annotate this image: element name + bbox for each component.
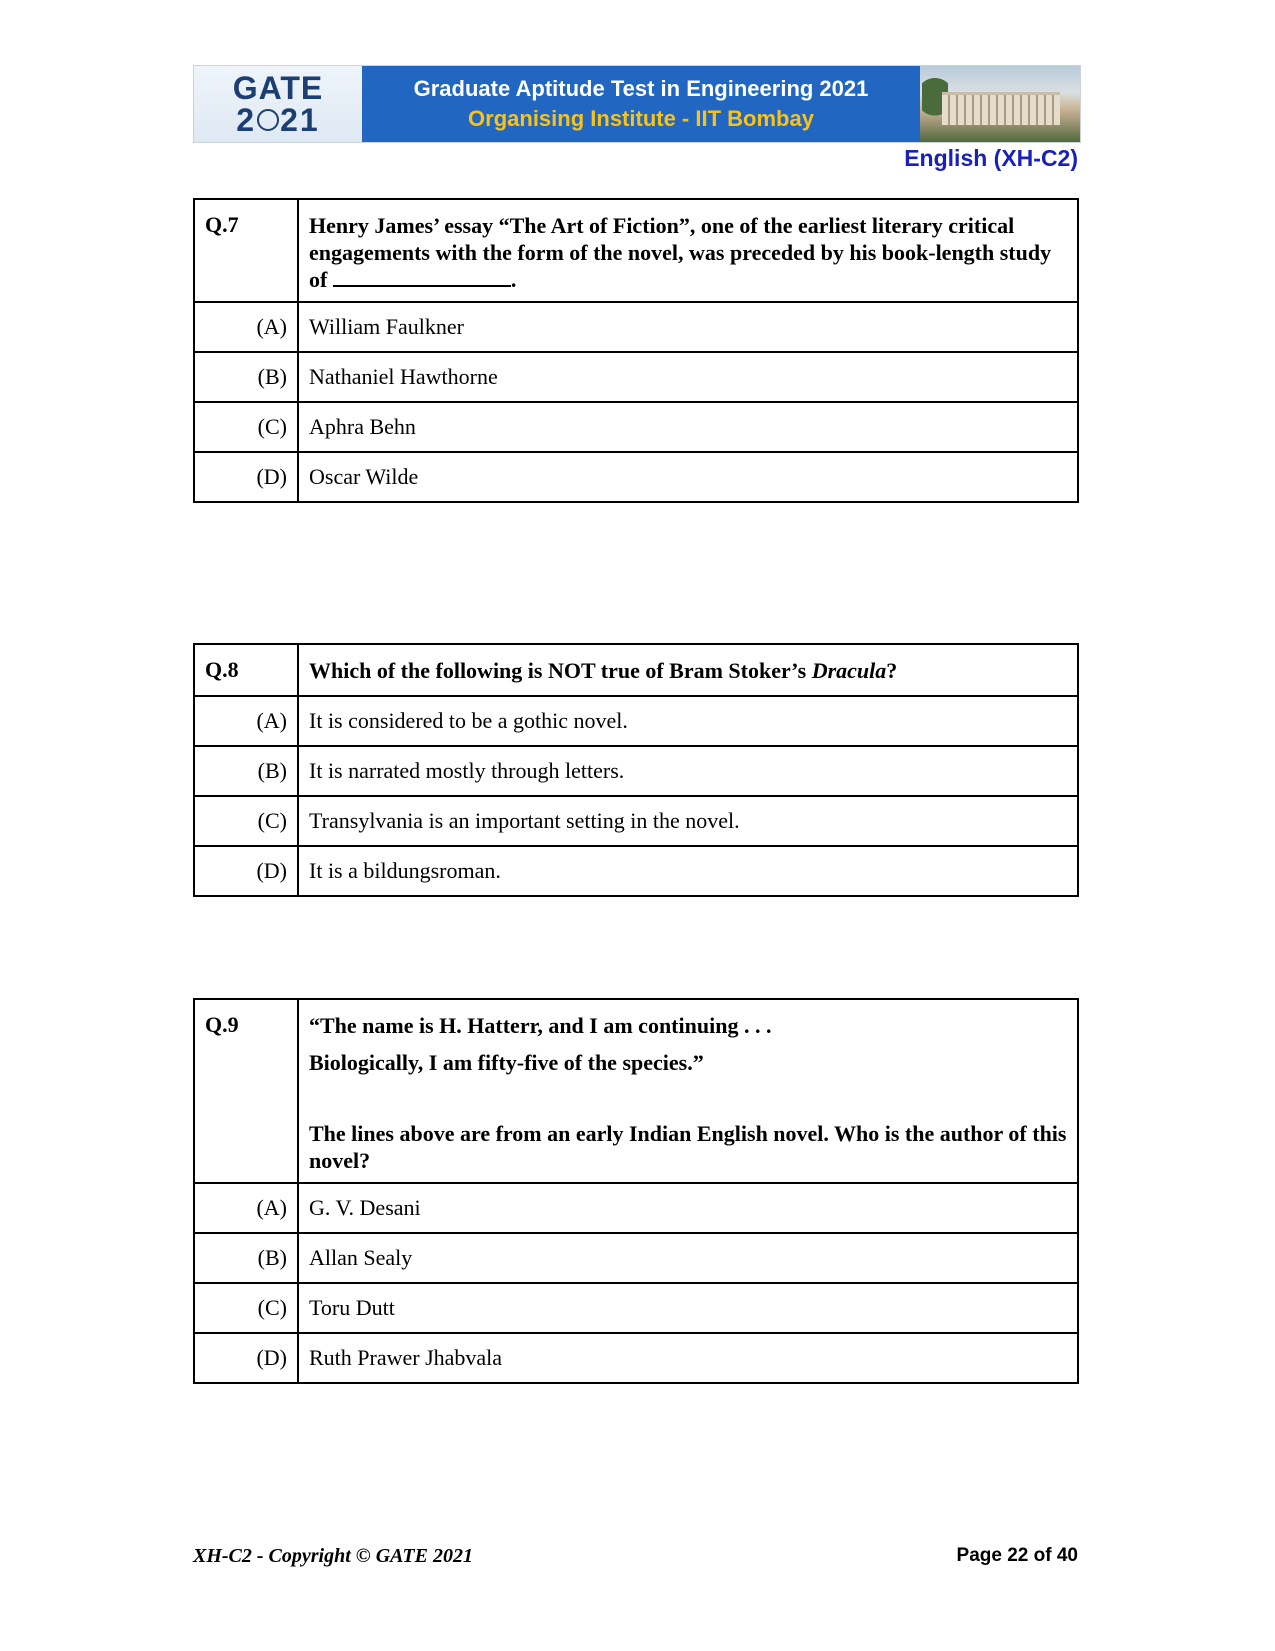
spacer: [309, 1076, 1067, 1120]
logo-text-gate: GATE: [232, 70, 324, 106]
header-banner: [193, 65, 1081, 143]
option-row: [194, 302, 1078, 352]
option-label: (D): [194, 846, 298, 896]
logo-year-right: 21: [280, 102, 320, 138]
question-number: Q.9: [194, 999, 298, 1183]
option-row: [194, 746, 1078, 796]
seal-icon: [257, 109, 279, 131]
banner-title: Graduate Aptitude Test in Engineering 2021: [413, 76, 869, 101]
building-graphic: [942, 92, 1060, 125]
question-text-end: ?: [886, 658, 898, 683]
option-text: Nathaniel Hawthorne: [298, 352, 1078, 402]
footer-page-number: [957, 1545, 1078, 1567]
page-suffix: of 40: [1028, 1545, 1078, 1566]
institute-photo: [920, 66, 1080, 142]
question-text: [298, 999, 1078, 1183]
option-text: It is considered to be a gothic novel.: [298, 696, 1078, 746]
option-row: [194, 402, 1078, 452]
option-row: [194, 452, 1078, 502]
banner-text: [362, 66, 920, 142]
question-text-main: Which of the following is NOT true of Bram Stoker’s: [309, 658, 812, 683]
option-label: (B): [194, 746, 298, 796]
option-row: [194, 1183, 1078, 1233]
option-label: (D): [194, 1333, 298, 1383]
question-row: [194, 644, 1078, 696]
option-text: Oscar Wilde: [298, 452, 1078, 502]
page-prefix: Page: [956, 1545, 1008, 1566]
question-text: [298, 199, 1078, 302]
novel-title: Dracula: [811, 658, 887, 683]
subject-code: English (XH-C2): [904, 145, 1078, 171]
option-label: (B): [194, 352, 298, 402]
option-text: G. V. Desani: [298, 1183, 1078, 1233]
gate-logo: [194, 66, 362, 142]
option-row: [194, 696, 1078, 746]
option-text: William Faulkner: [298, 302, 1078, 352]
answer-blank: [333, 267, 511, 287]
option-row: [194, 352, 1078, 402]
option-text: It is narrated mostly through letters.: [298, 746, 1078, 796]
quote-line-1: “The name is H. Hatterr, and I am continuing . . .: [309, 1013, 772, 1038]
option-label: (B): [194, 1233, 298, 1283]
question-table-q7: [193, 198, 1079, 503]
question-number: Q.7: [194, 199, 298, 302]
option-text: Transylvania is an important setting in the novel.: [298, 796, 1078, 846]
option-label: (A): [194, 696, 298, 746]
logo-year-left: 2: [236, 102, 257, 138]
option-row: [194, 1333, 1078, 1383]
banner-subtitle: Organising Institute - IIT Bombay: [468, 106, 814, 131]
question-number: Q.8: [194, 644, 298, 696]
option-label: (C): [194, 402, 298, 452]
option-row: [194, 1233, 1078, 1283]
option-label: (D): [194, 452, 298, 502]
option-row: [194, 796, 1078, 846]
option-text: Aphra Behn: [298, 402, 1078, 452]
option-row: [194, 1283, 1078, 1333]
question-row: [194, 999, 1078, 1183]
option-text: Ruth Prawer Jhabvala: [298, 1333, 1078, 1383]
question-text-main: Henry James’ essay “The Art of Fiction”, one of the earliest literary critical engagements with the form of the novel, was preceded by his book-length study of: [309, 213, 1052, 292]
page-current: 22: [1007, 1545, 1029, 1566]
option-label: (C): [194, 796, 298, 846]
quote-line-2: Biologically, I am fifty-five of the species.”: [309, 1050, 704, 1075]
option-label: (C): [194, 1283, 298, 1333]
question-text-end: .: [510, 267, 517, 292]
option-label: (A): [194, 302, 298, 352]
option-text: Allan Sealy: [298, 1233, 1078, 1283]
option-row: [194, 846, 1078, 896]
question-prompt: The lines above are from an early Indian English novel. Who is the author of this novel?: [309, 1121, 1067, 1173]
option-label: (A): [194, 1183, 298, 1233]
footer-copyright: XH-C2 - Copyright © GATE 2021: [193, 1545, 473, 1567]
question-text: [298, 644, 1078, 696]
option-text: Toru Dutt: [298, 1283, 1078, 1333]
question-row: [194, 199, 1078, 302]
option-text: It is a bildungsroman.: [298, 846, 1078, 896]
logo-text-year: [236, 104, 319, 136]
question-table-q8: [193, 643, 1079, 897]
question-table-q9: [193, 998, 1079, 1384]
